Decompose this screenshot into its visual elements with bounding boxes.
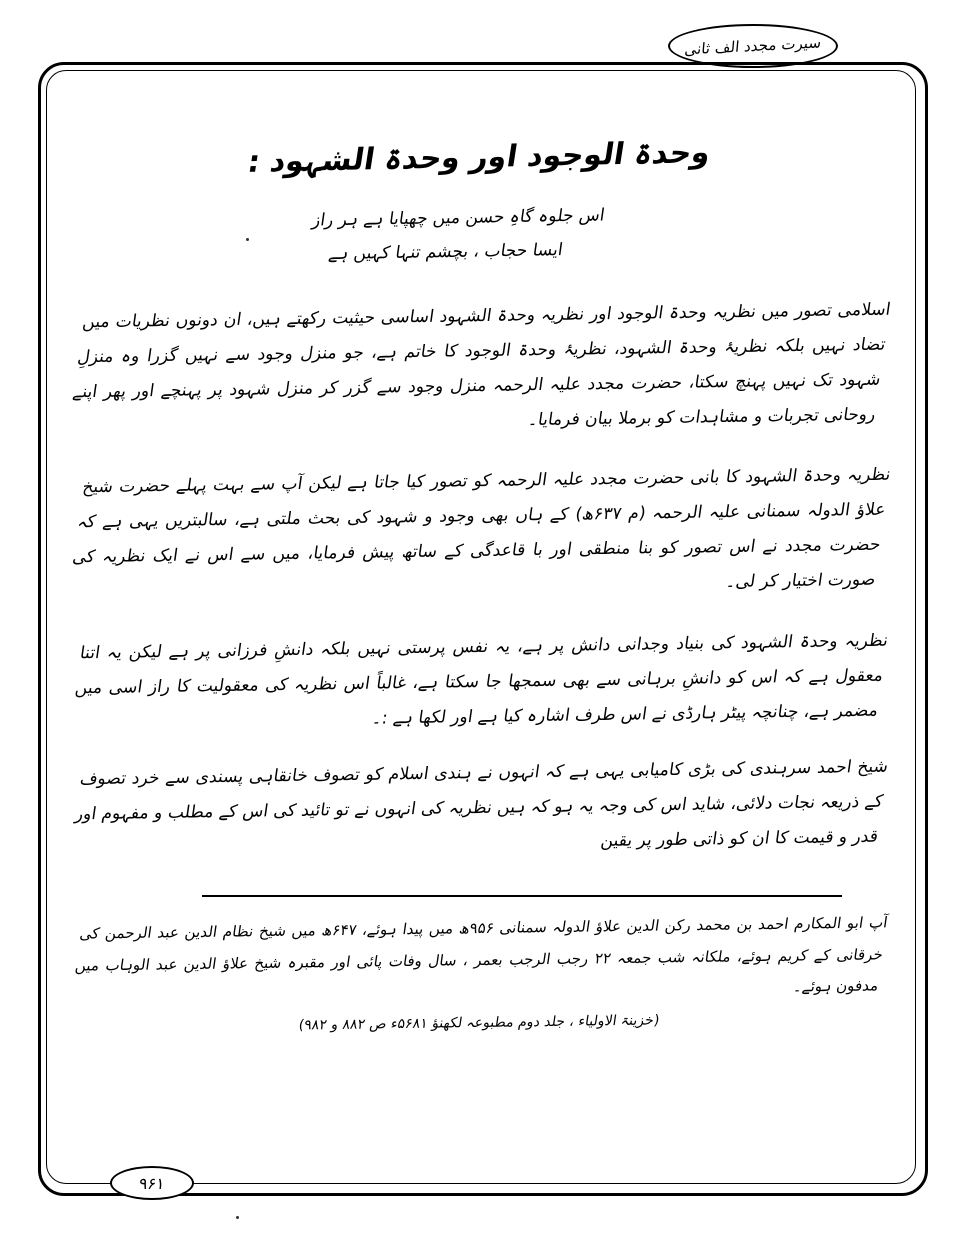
couplet-line-2: ایسا حجاب ، بچشم تنہا کہیں ہے bbox=[327, 240, 565, 265]
footnote-source: (خزینۃ الاولیاء ، جلد دوم مطبوعہ لکھنؤ ۱۸۶۵ء ص ۲۸۸ و ۲۸۹) bbox=[297, 1012, 661, 1034]
poetry-couplet bbox=[70, 194, 842, 275]
body-paragraph-2: نظریہ وحدۃ الشہود کا بانی حضرت مجدد علیہ الرحمہ کو تصور کیا جاتا ہے لیکن آپ سے بہت پہلے حضرت شیخ علاؤ الدولہ سمنانی علیہ الرحمہ (م ۷۳۶ھ) کے ہاں بھی وجود و شہود کی بحث ملتی ہے، سالبتریں یہی ہے کہ حضرت مجدد نے اس تصور کو بنا منطقی اور با قاعدگی کے ساتھ پیش فرمایا، میں سے اس نے ایک نظریہ کی صورت اختیار کر لی۔ bbox=[71, 465, 892, 592]
body-paragraph-1: اسلامی تصور میں نظریہ وحدۃ الوجود اور نظریہ وحدۃ الشہود اساسی حیثیت رکھتے ہیں، ان دونوں نظریات میں تضاد نہیں بلکہ نظریۂ وحدۃ الشہود، نظریۂ وحدۃ الوجود کا خاتم ہے، جو منزل وجود سے نہیں گزرا وہ منزلِ شہود تک نہیں پہنچ سکتا، حضرت مجدد علیہ الرحمہ منزل وجود سے گزر کر منزل شہود پر پہنچے اور پھر اپنے روحانی تجربات و مشاہدات کو برملا بیان فرمایا۔ bbox=[71, 299, 892, 430]
body-paragraph-3: نظریہ وحدۃ الشہود کی بنیاد وجدانی دانش پر ہے، یہ نفس پرستی نہیں بلکہ دانشِ فرزانی پر ہے لیکن یہ اتنا معقول ہے کہ اس کو دانشِ برہانی سے بھی سمجھا جا سکتا ہے، غالباً اس نظریہ کی معقولیت کا راز اسی میں مضمر ہے، چنانچہ پیٹر ہارڈی نے اس طرف اشارہ کیا ہے اور لکھا ہے :۔ bbox=[73, 630, 890, 729]
footnote-text: آپ ابو المکارم احمد بن محمد رکن الدین علاؤ الدولہ سمنانی ۶۵۹ھ میں پیدا ہوئے، ۷۴۶ھ میں شیخ نظام الدین عبد الرحمن کی خرقانی کے کریم ہوئے، ملکانہ شب جمعہ ۲۲ رجب الرجب بعمر ، سال وفات پائی اور مقبرہ شیخ علاؤ الدین عبد الوہاب میں مدفون ہوئے۔ bbox=[73, 913, 889, 996]
book-title-text: سیرت مجدد الف ثانی bbox=[683, 33, 823, 59]
page-content bbox=[71, 96, 892, 1156]
section-heading: وحدۃ الوجود اور وحدۃ الشہود : bbox=[245, 135, 713, 180]
footnote-divider bbox=[202, 895, 842, 897]
page-number-badge bbox=[110, 1166, 194, 1200]
body-paragraph-4: شیخ احمد سرہندی کی بڑی کامیابی یہی ہے کہ انہوں نے ہندی اسلام کو تصوف خانقاہی پسندی سے خرد تصوف کے ذریعہ نجات دلائی، شاید اس کی وجہ یہ ہو کہ ہیں نظریہ کی انہوں نے تو تائید کی اس کے مطلب و مفہوم اور قدر و قیمت کا ان کو ذاتی طور پر یقین bbox=[73, 756, 890, 851]
couplet-line-1: اس جلوہ گاہِ حسن میں چھپایا ہے ہر راز bbox=[310, 205, 606, 231]
ink-speck bbox=[236, 1216, 239, 1219]
page-number-text: ۱۶۹ bbox=[137, 1173, 167, 1193]
